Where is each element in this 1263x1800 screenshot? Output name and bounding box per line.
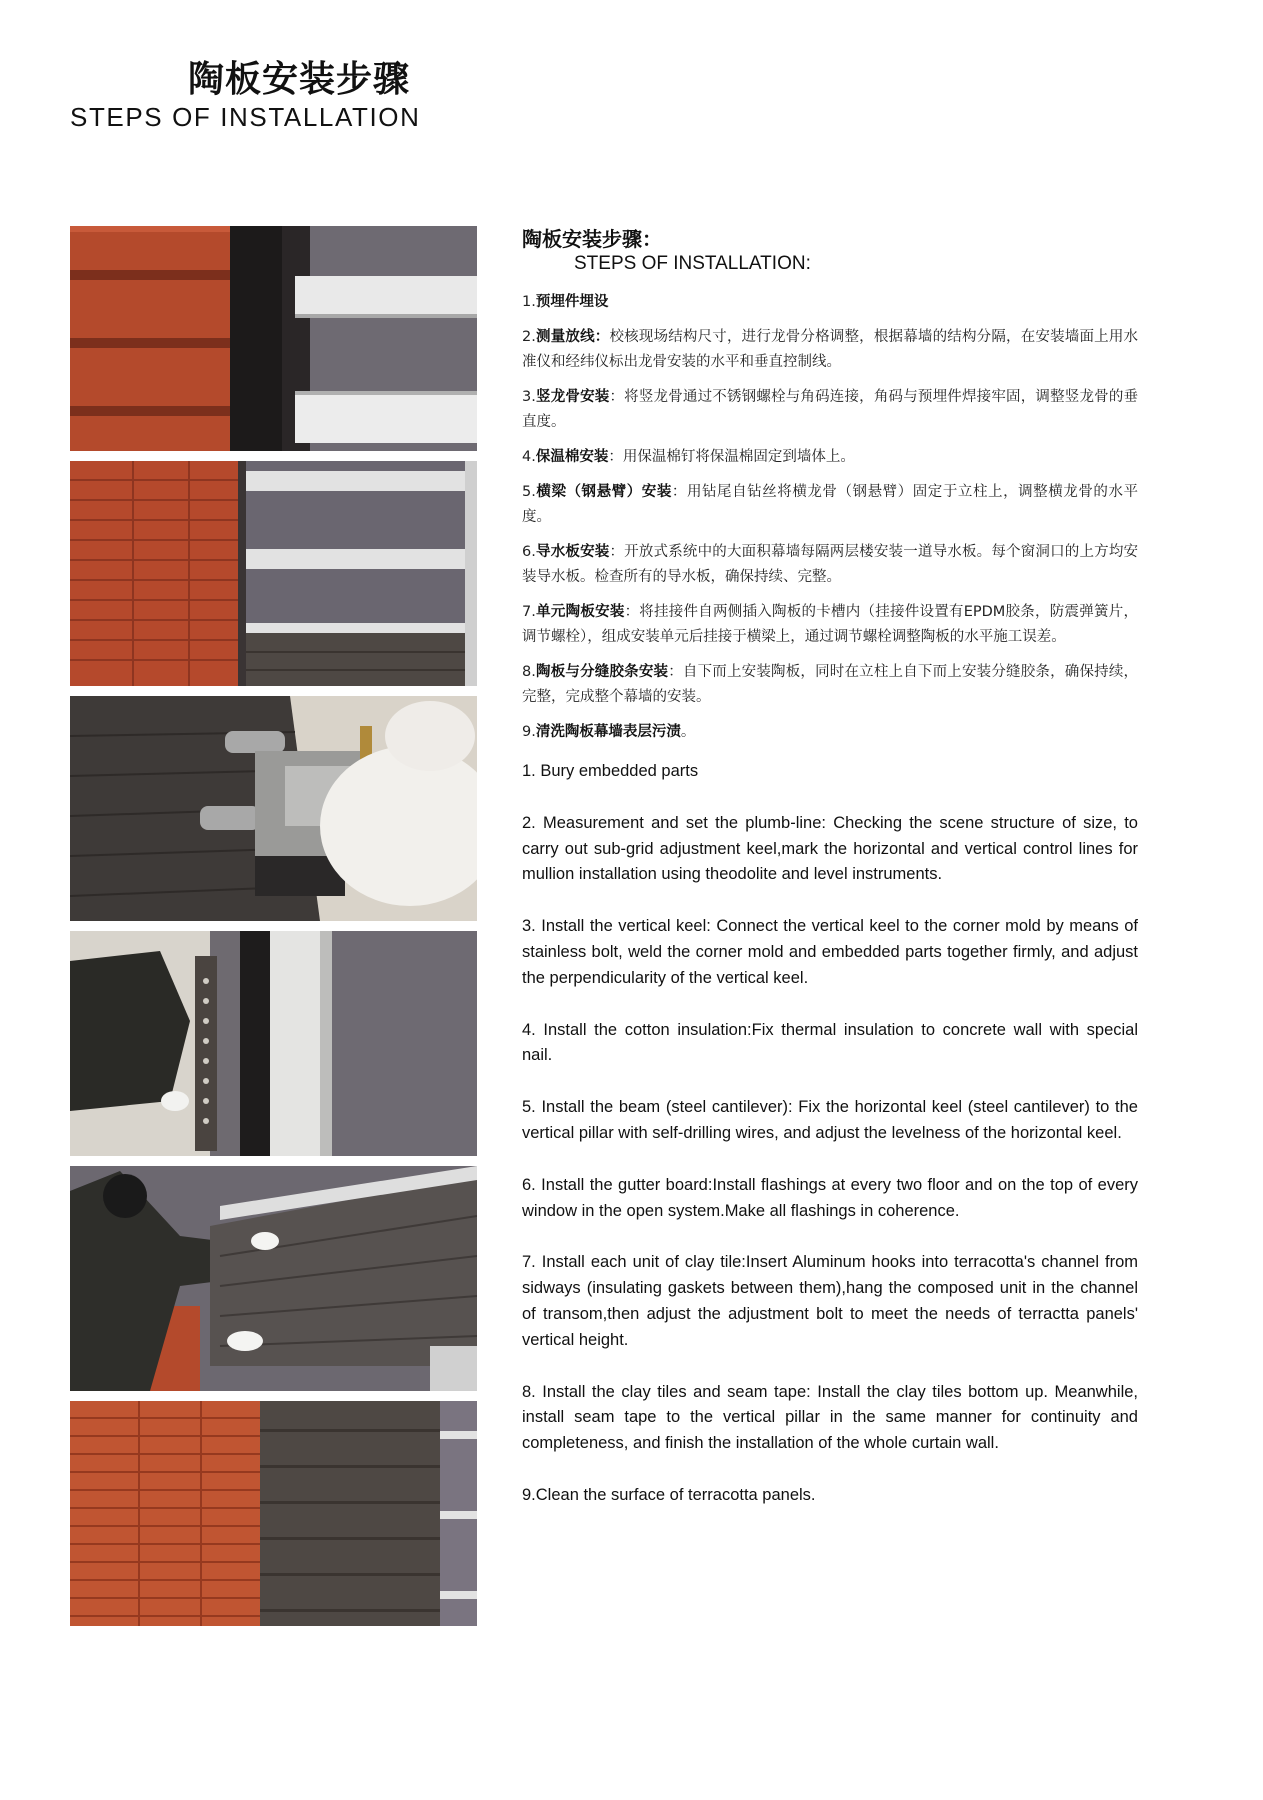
en-step-8: 8. Install the clay tiles and seam tape: Install the clay tiles bottom up. Meanwhile, install seam tape to the vertical pillar in the same manner for continuity and completeness, and finish the installation of the whole curtain wall. <box>522 1382 1138 1453</box>
zh-step-8 <box>522 660 1138 710</box>
keel-frame-photo <box>70 461 477 686</box>
en-step-3: 3. Install the vertical keel: Connect the vertical keel to the corner mold by means of stainless bolt, weld the corner mold and embedded parts together firmly, and adjust the perpendicularity of the vertical keel. <box>522 917 1138 987</box>
zh-step-number: 4. <box>522 449 536 465</box>
zh-step-3 <box>522 385 1138 435</box>
zh-step-6 <box>522 540 1138 590</box>
en-step-6: 6. Install the gutter board:Install flashings at every two floor and on the top of every window in the open system.Make all flashings in coherence. <box>522 1175 1138 1220</box>
zh-step-name: 清洗陶板幕墙表层污渍 <box>535 724 681 740</box>
zh-step-name: 导水板安装 <box>535 544 610 560</box>
zh-step-text: ：用钻尾自钻丝将横龙骨（钢悬臂）固定于立柱上，调整横龙骨的水平度。 <box>522 484 1139 525</box>
zh-step-name: 竖龙骨安装 <box>535 389 610 405</box>
zh-step-name: 横梁（钢悬臂）安装 <box>535 484 672 500</box>
zh-step-text: 校核现场结构尺寸，进行龙骨分格调整，根据幕墙的结构分隔，在安装墙面上用水准仪和经纬仪标出龙骨安装的水平和垂直控制线。 <box>522 329 1139 370</box>
en-step-5: 5. Install the beam (steel cantilever): Fix the horizontal keel (steel cantilever) to the vertical pillar with self-drilling wires, and adjust the levelness of the horizontal keel. <box>522 1098 1138 1142</box>
zh-step-name: 单元陶板安装 <box>535 604 625 620</box>
zh-step-number: 7. <box>522 604 536 620</box>
zh-step-5 <box>522 480 1138 530</box>
page-title-zh: 陶板安装步骤 <box>187 59 410 100</box>
embedded-parts-photo <box>70 226 477 451</box>
zh-step-number: 6. <box>522 544 536 560</box>
zh-step-number: 8. <box>522 664 536 680</box>
zh-step-text: ：将竖龙骨通过不锈钢螺栓与角码连接，角码与预埋件焊接牢固，调整竖龙骨的垂直度。 <box>522 389 1139 430</box>
en-step-9: 9.Clean the surface of terracotta panels. <box>522 1485 816 1504</box>
zh-step-number: 3. <box>522 389 536 405</box>
zh-step-number: 5. <box>522 484 536 500</box>
section-title-zh: 陶板安装步骤： <box>522 227 662 251</box>
zh-step-text: ：开放式系统中的大面积幕墙每隔两层楼安装一道导水板。每个窗洞口的上方均安装导水板。检查所有的导水板，确保持续、完整。 <box>522 544 1139 585</box>
zh-step-number: 9. <box>522 724 536 740</box>
zh-step-text: 。 <box>680 724 696 740</box>
page-title-en: STEPS OF INSTALLATION <box>70 102 421 132</box>
zh-step-1 <box>522 290 1138 315</box>
photo-column <box>70 226 477 1636</box>
zh-step-name: 测量放线： <box>535 329 610 345</box>
finished-wall-photo <box>70 1401 477 1626</box>
zh-step-2 <box>522 325 1138 375</box>
page-heading <box>70 58 421 132</box>
zh-step-number: 1. <box>522 294 536 310</box>
zh-step-number: 2. <box>522 329 536 345</box>
panel-mounting-photo <box>70 1166 477 1391</box>
zh-step-text: ：自下而上安装陶板，同时在立柱上自下而上安装分缝胶条，确保持续，完整，完成整个幕墙的安装。 <box>522 664 1139 705</box>
zh-step-text: ：用保温棉钉将保温棉固定到墙体上。 <box>608 449 855 465</box>
zh-step-7 <box>522 600 1138 650</box>
panel-hook-photo <box>70 931 477 1156</box>
zh-step-name: 保温棉安装 <box>535 449 609 465</box>
en-step-list <box>522 759 1138 1509</box>
zh-step-list <box>522 290 1138 745</box>
section-title-en: STEPS OF INSTALLATION: <box>574 253 811 274</box>
zh-step-text: ：将挂接件自两侧插入陶板的卡槽内（挂接件设置有EPDM胶条，防震弹簧片，调节螺栓），组成安装单元后挂接于横梁上，通过调节螺栓调整陶板的水平施工误差。 <box>522 604 1138 645</box>
zh-step-4 <box>522 445 1138 470</box>
zh-step-9 <box>522 720 1138 745</box>
en-step-1: 1. Bury embedded parts <box>522 762 699 780</box>
zh-step-name: 预埋件埋设 <box>535 294 609 310</box>
en-step-7: 7. Install each unit of clay tile:Insert Aluminum hooks into terracotta's channel from sidways (insulating gaskets between them),hang the composed unit in the channel of transom,then adjust the adjustment bolt to meet the needs of terractta panels' vertical height. <box>522 1253 1138 1349</box>
text-column <box>522 226 1138 1535</box>
en-step-2: 2. Measurement and set the plumb-line: Checking the scene structure of size, to carry out sub-grid adjustment keel,mark the horizontal and vertical control lines for mullion installation using theodolite and level instruments. <box>522 813 1138 884</box>
bracket-bolt-photo <box>70 696 477 921</box>
zh-step-name: 陶板与分缝胶条安装 <box>535 664 669 680</box>
en-step-4: 4. Install the cotton insulation:Fix thermal insulation to concrete wall with special nail. <box>522 1020 1138 1065</box>
